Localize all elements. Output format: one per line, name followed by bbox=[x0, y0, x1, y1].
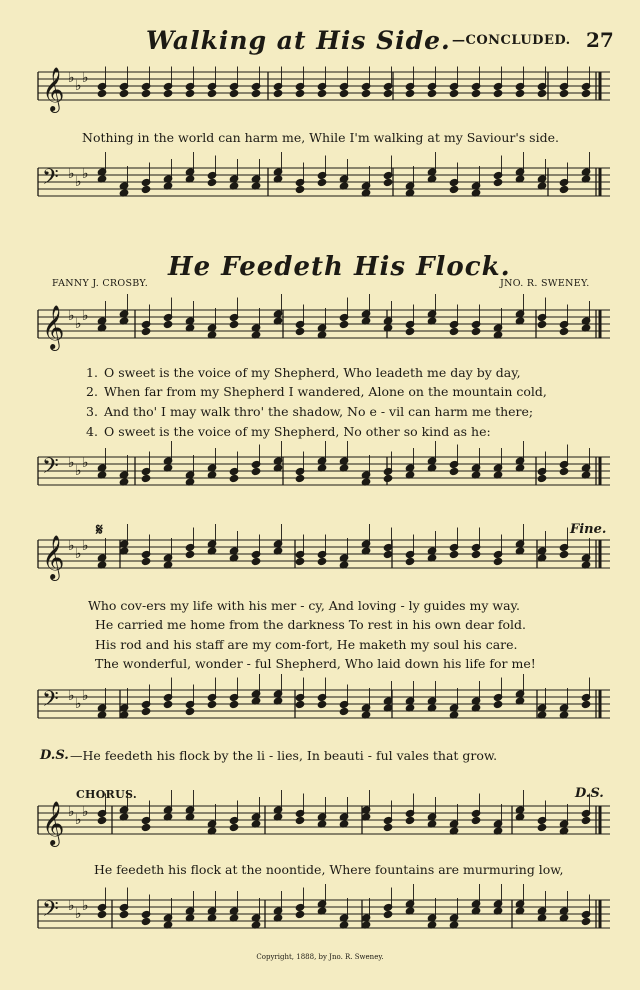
svg-text:♭: ♭ bbox=[75, 812, 82, 828]
verse-1-line: O sweet is the voice of my Shepherd, Who leadeth me day by day, bbox=[104, 365, 521, 380]
svg-text:𝄢: 𝄢 bbox=[42, 165, 59, 195]
concluded-label: —CONCLUDED. bbox=[452, 33, 571, 48]
svg-text:♭: ♭ bbox=[75, 78, 82, 94]
svg-text:𝄞: 𝄞 bbox=[42, 801, 65, 845]
svg-text:♭: ♭ bbox=[68, 455, 75, 471]
svg-text:𝄢: 𝄢 bbox=[42, 897, 59, 927]
svg-text:𝄢: 𝄢 bbox=[42, 454, 59, 484]
svg-text:♭: ♭ bbox=[82, 70, 89, 86]
svg-text:♭: ♭ bbox=[68, 688, 75, 704]
system2-verse-2: He carried me home from the darkness To rest in his own dear fold. bbox=[95, 617, 527, 632]
top-song-lyric: Nothing in the world can harm me, While I'm walking at my Saviour's side. bbox=[82, 130, 559, 145]
svg-text:♭: ♭ bbox=[75, 316, 82, 332]
hymn-title-top: Walking at His Side. bbox=[146, 26, 451, 55]
verse-1-number: 1. bbox=[86, 365, 98, 380]
svg-text:♭: ♭ bbox=[82, 538, 89, 554]
svg-text:𝄞: 𝄞 bbox=[42, 305, 65, 349]
verse-3-number: 3. bbox=[86, 404, 98, 419]
composer-credit: JNO. R. SWENEY. bbox=[500, 278, 590, 289]
chorus-label: CHORUS. bbox=[76, 788, 137, 801]
svg-text:♭: ♭ bbox=[82, 688, 89, 704]
svg-text:♭: ♭ bbox=[75, 174, 82, 190]
svg-text:♭: ♭ bbox=[75, 696, 82, 712]
svg-text:♭: ♭ bbox=[82, 308, 89, 324]
verse-4-number: 4. bbox=[86, 424, 98, 439]
ds-lyric: —He feedeth his flock by the li - lies, In beauti - ful vales that grow. bbox=[70, 748, 498, 763]
svg-text:♭: ♭ bbox=[75, 906, 82, 922]
chorus-lyric: He feedeth his flock at the noontide, Where fountains are murmuring low, bbox=[94, 862, 564, 877]
song-title: He Feedeth His Flock. bbox=[168, 252, 511, 282]
system2-verse-1: Who cov-ers my life with his mer - cy, And loving - ly guides my way. bbox=[88, 598, 520, 613]
svg-text:♭: ♭ bbox=[68, 898, 75, 914]
svg-text:♭: ♭ bbox=[75, 546, 82, 562]
chorus-ds-mark: D.S. bbox=[575, 786, 604, 801]
svg-text:𝄞: 𝄞 bbox=[42, 535, 65, 579]
page-number: 27 bbox=[586, 28, 614, 52]
ds-label: D.S. bbox=[40, 748, 69, 763]
svg-text:♭: ♭ bbox=[75, 463, 82, 479]
system2-verse-3: His rod and his staff are my com-fort, He maketh my soul his care. bbox=[95, 637, 518, 652]
svg-text:𝄞: 𝄞 bbox=[42, 67, 65, 111]
copyright-notice: Copyright, 1888, by Jno. R. Sweney. bbox=[256, 953, 384, 961]
author-credit: FANNY J. CROSBY. bbox=[52, 278, 149, 289]
verse-2-number: 2. bbox=[86, 384, 98, 399]
svg-text:♭: ♭ bbox=[68, 538, 75, 554]
svg-text:♭: ♭ bbox=[82, 804, 89, 820]
svg-text:♭: ♭ bbox=[82, 455, 89, 471]
fine-mark: Fine. bbox=[570, 522, 607, 537]
svg-text:♭: ♭ bbox=[82, 166, 89, 182]
segno-sign: 𝄋 bbox=[96, 520, 103, 539]
verse-4-line: O sweet is the voice of my Shepherd, No other so kind as he: bbox=[104, 424, 491, 439]
verse-2-line: When far from my Shepherd I wandered, Alone on the mountain cold, bbox=[104, 384, 547, 399]
svg-text:𝄢: 𝄢 bbox=[42, 687, 59, 717]
svg-text:♭: ♭ bbox=[68, 70, 75, 86]
svg-text:♭: ♭ bbox=[68, 308, 75, 324]
verse-3-line: And tho' I may walk thro' the shadow, No e - vil can harm me there; bbox=[104, 404, 534, 419]
system2-verse-4: The wonderful, wonder - ful Shepherd, Who laid down his life for me! bbox=[95, 656, 536, 671]
svg-text:♭: ♭ bbox=[82, 898, 89, 914]
svg-text:♭: ♭ bbox=[68, 804, 75, 820]
svg-text:♭: ♭ bbox=[68, 166, 75, 182]
